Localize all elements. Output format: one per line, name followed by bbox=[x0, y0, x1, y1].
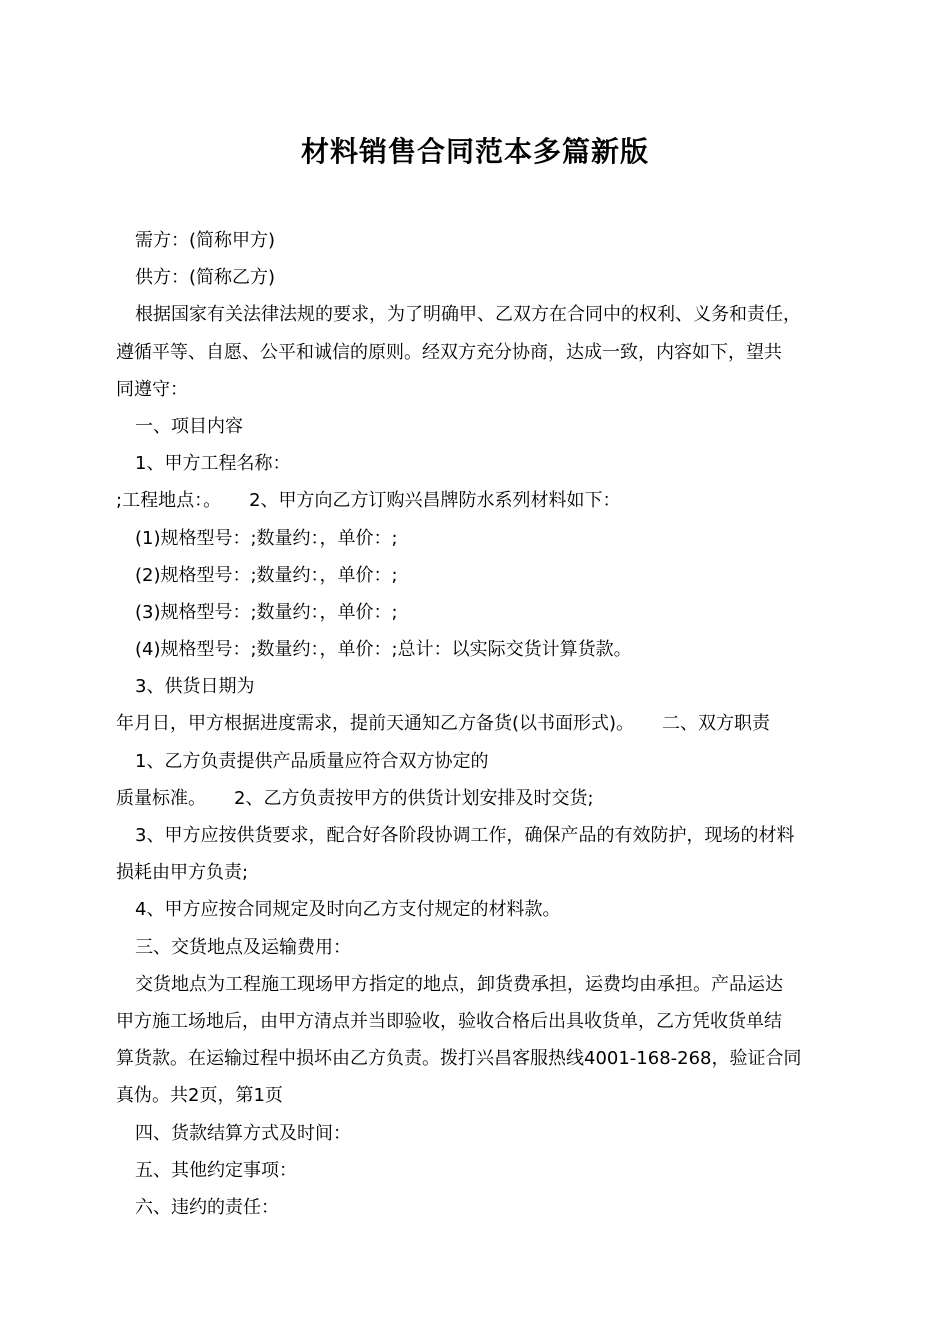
supply-date-line: 3、供货日期为 bbox=[135, 676, 255, 698]
project-location-text: ;工程地点：。 bbox=[116, 490, 222, 512]
contract-body bbox=[116, 222, 838, 1226]
duty-line-4: 4、甲方应按合同规定及时向乙方支付规定的材料款。 bbox=[135, 899, 561, 921]
section-heading-3: 三、交货地点及运输费用： bbox=[135, 936, 351, 958]
delivery-line-4: 真伪。共2页，第1页 bbox=[116, 1085, 283, 1107]
spec-line-3: (3)规格型号：;数量约：，单价：; bbox=[135, 601, 398, 623]
demand-party-line: 需方：(简称甲方) bbox=[135, 230, 276, 251]
preamble-line-2: 遵循平等、自愿、公平和诚信的原则。经双方充分协商，达成一致，内容如下，望共 bbox=[116, 341, 782, 363]
duty-line-1: 1、乙方负责提供产品质量应符合双方协定的 bbox=[135, 750, 489, 772]
order-materials-text: 2、甲方向乙方订购兴昌牌防水系列材料如下： bbox=[249, 490, 621, 512]
supply-party-line: 供方：(简称乙方) bbox=[135, 267, 276, 289]
section-heading-1: 一、项目内容 bbox=[135, 415, 243, 437]
section-heading-2: 二、双方职责 bbox=[662, 713, 771, 735]
section-heading-6: 六、违约的责任： bbox=[135, 1196, 279, 1218]
preamble-line-1: 根据国家有关法律法规的要求，为了明确甲、乙双方在合同中的权利、义务和责任， bbox=[135, 304, 801, 326]
spec-line-4: (4)规格型号：;数量约：，单价：;总计：以实际交货计算货款。 bbox=[135, 639, 632, 661]
supply-notice-text: 年月日，甲方根据进度需求，提前天通知乙方备货(以书面形式)。 bbox=[116, 713, 635, 735]
supply-notice-line bbox=[116, 705, 838, 742]
project-name-line: 1、甲方工程名称： bbox=[135, 453, 291, 475]
quality-standard-line bbox=[116, 780, 838, 817]
quality-standard-text: 质量标准。 bbox=[116, 787, 206, 809]
section-heading-5: 五、其他约定事项： bbox=[135, 1159, 297, 1181]
duty-line-3: 3、甲方应按供货要求，配合好各阶段协调工作，确保产品的有效防护，现场的材料 bbox=[135, 825, 795, 846]
delivery-line-1: 交货地点为工程施工现场甲方指定的地点，卸货费承担，运费均由承担。产品运达 bbox=[135, 973, 783, 995]
delivery-line-3: 算货款。在运输过程中损坏由乙方负责。拨打兴昌客服热线4001-168-268，验证合同 bbox=[116, 1048, 802, 1070]
section-heading-4: 四、货款结算方式及时间： bbox=[135, 1122, 351, 1144]
spec-line-1: (1)规格型号：;数量约：，单价：; bbox=[135, 527, 398, 549]
project-location-line bbox=[116, 482, 838, 519]
preamble-line-3: 同遵守： bbox=[116, 378, 188, 400]
duty-line-3-cont: 损耗由甲方负责; bbox=[116, 862, 249, 884]
document-title: 材料销售合同范本多篇新版 bbox=[300, 135, 649, 168]
spec-line-2: (2)规格型号：;数量约：，单价：; bbox=[135, 564, 398, 586]
duty-line-2: 2、乙方负责按甲方的供货计划安排及时交货; bbox=[234, 787, 594, 809]
delivery-line-2: 甲方施工场地后，由甲方清点并当即验收，验收合格后出具收货单，乙方凭收货单结 bbox=[116, 1010, 782, 1032]
